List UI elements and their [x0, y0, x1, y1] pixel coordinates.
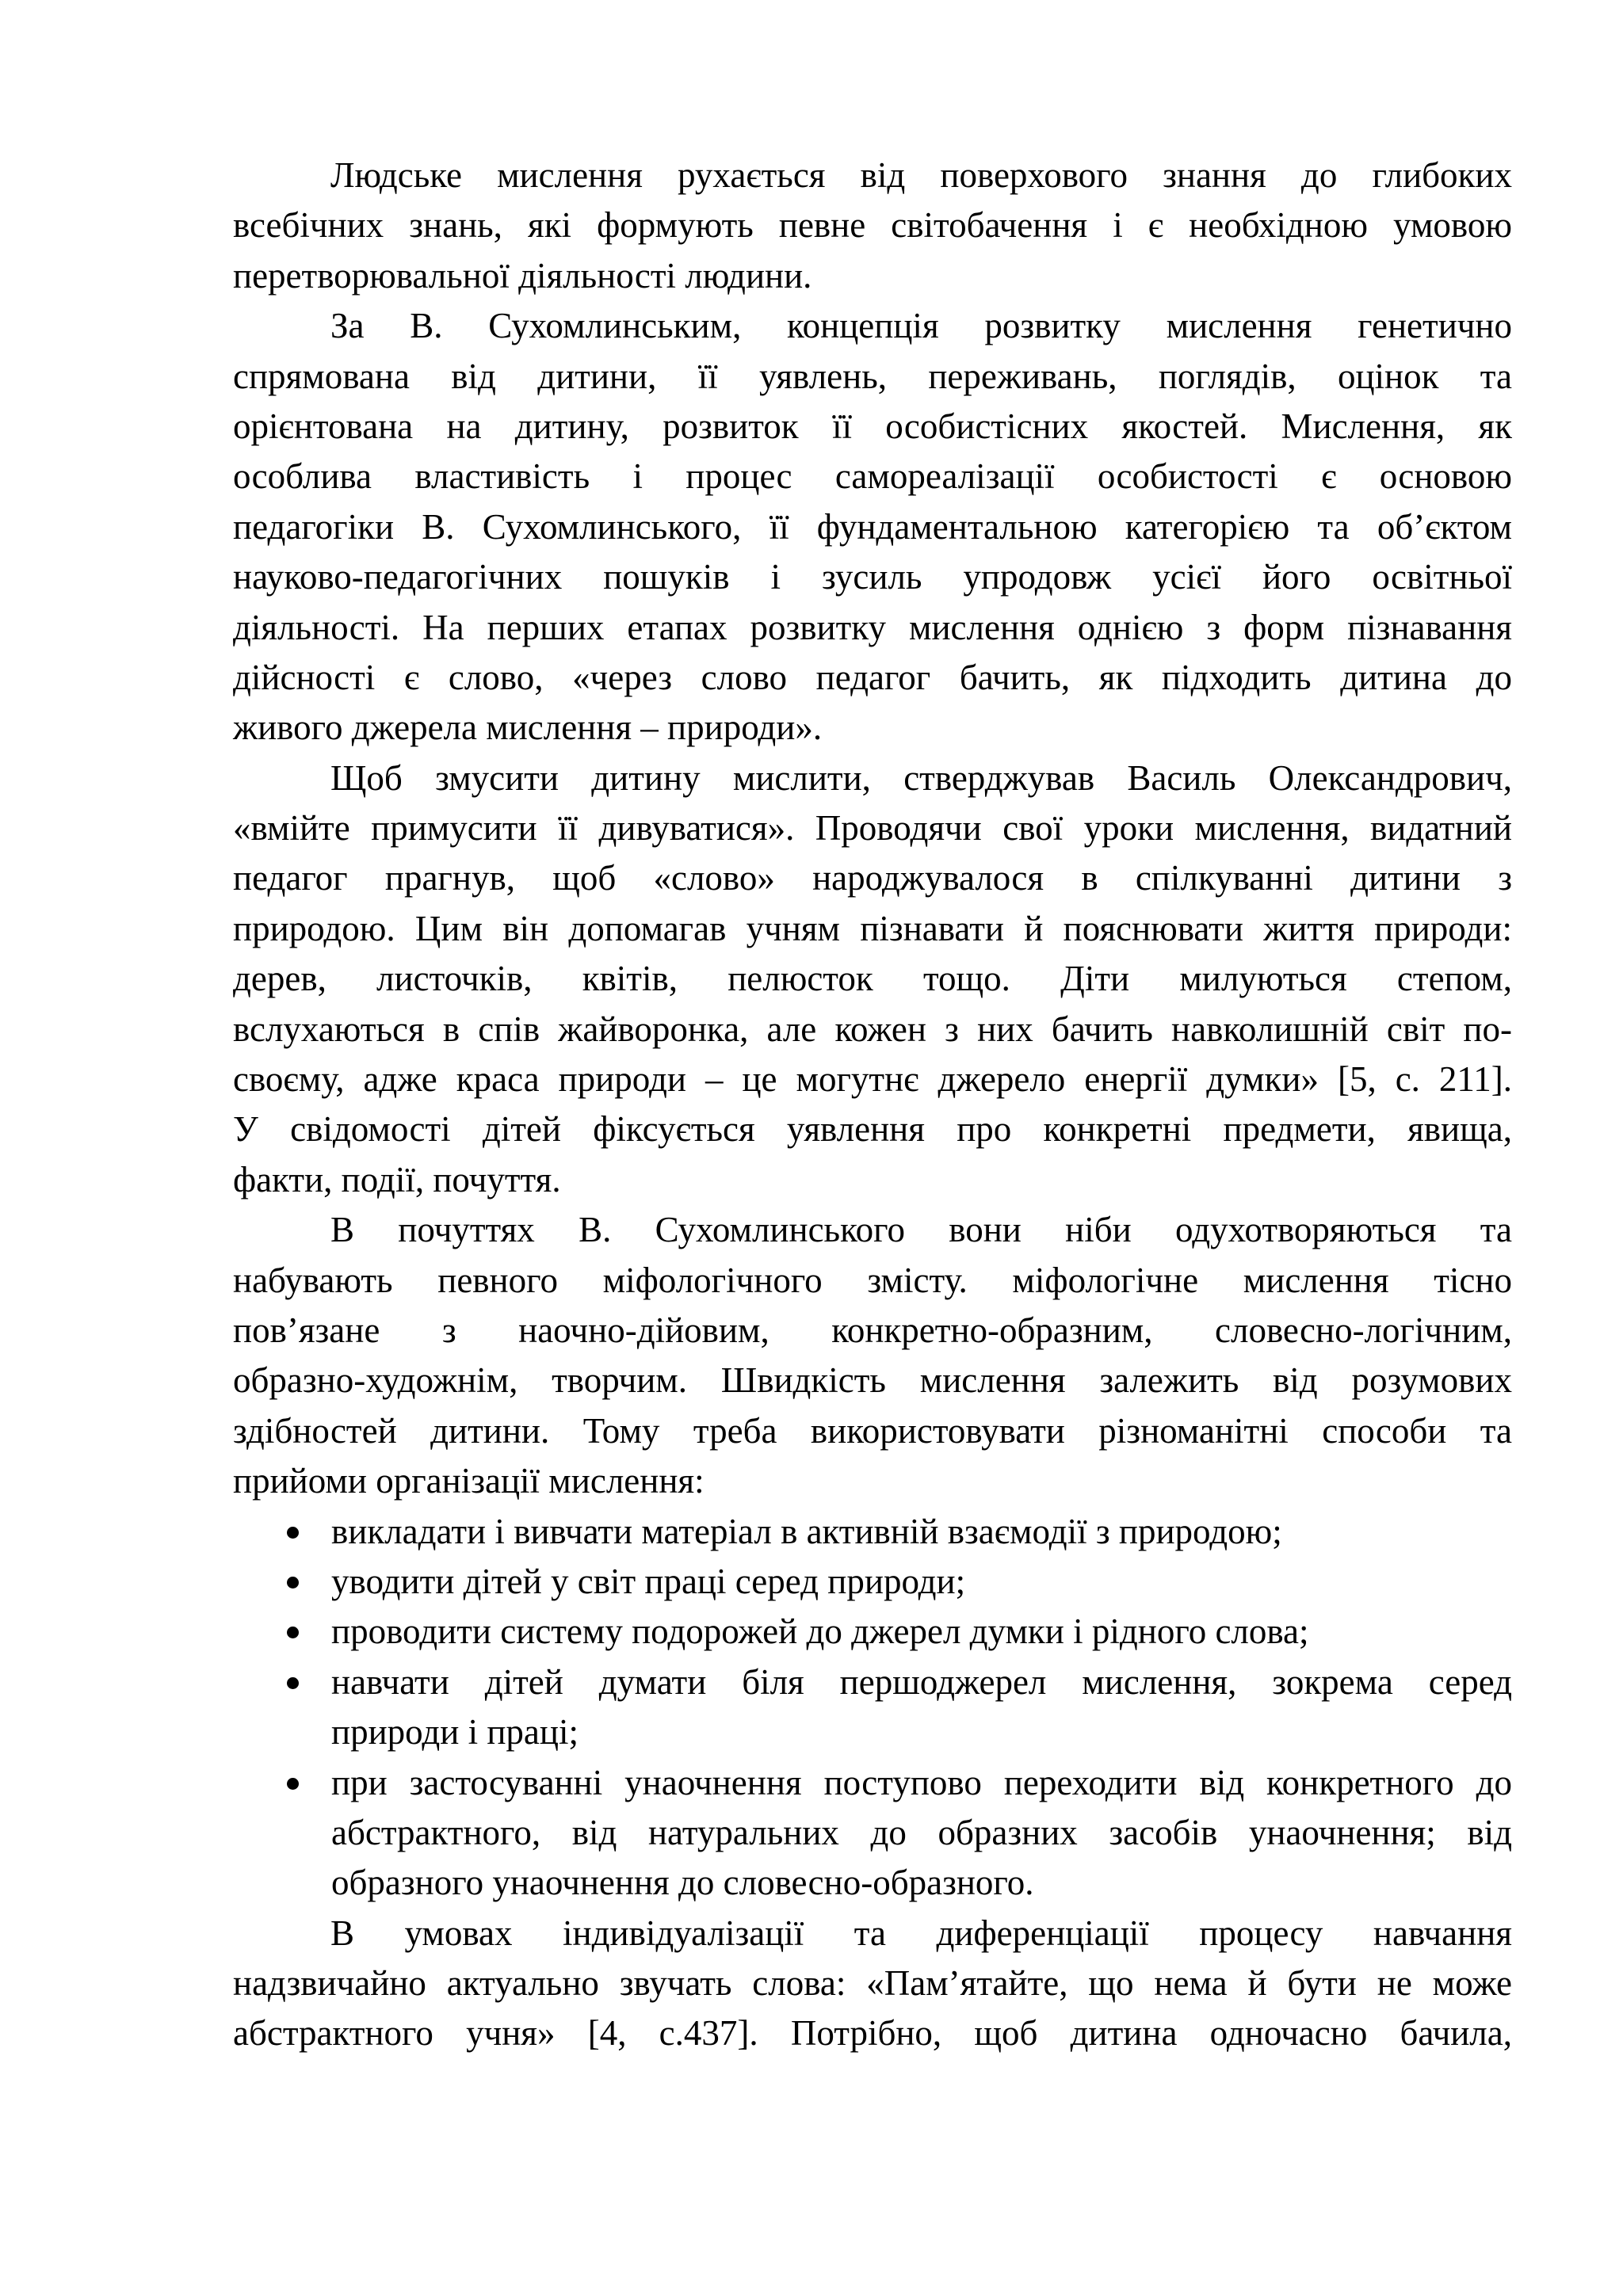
text-line: перетворювальної діяльності людини. — [233, 255, 812, 296]
bullet-icon — [287, 1677, 299, 1689]
list-item — [233, 1657, 1512, 1758]
list-item — [233, 1557, 1512, 1607]
text-line: дійсності є слово, «через слово педагог бачить, як підходить дитина до — [233, 657, 1512, 697]
bullet-icon — [287, 1627, 299, 1638]
text-line: В почуттях В. Сухомлинського вони ніби одухотворяються та — [330, 1210, 1512, 1250]
text-line: Щоб змусити дитину мислити, стверджував Василь Олександрович, — [330, 757, 1512, 798]
text-line: педагогіки В. Сухомлинського, її фундаментальною категорією та об’єктом — [233, 506, 1512, 547]
text-line: здібностей дитини. Тому треба використовувати різноманітні способи та — [233, 1410, 1512, 1451]
list-item-text: викладати і вивчати матеріал в активній взаємодії з природою; — [233, 1507, 1512, 1557]
text-line: спрямована від дитини, її уявлень, переживань, поглядів, оцінок та — [233, 356, 1512, 396]
paragraph-1 — [233, 151, 1512, 301]
text-line: особлива властивість і процес самореалізації особистості є основою — [233, 456, 1512, 497]
list-item-text: абстрактного, від натуральних до образних засобів унаочнення; від — [331, 1812, 1512, 1852]
text-line: образно-художнім, творчим. Швидкість мислення залежить від розумових — [233, 1360, 1512, 1401]
text-line: прийоми організації мислення: — [233, 1461, 705, 1501]
text-line: педагог прагнув, щоб «слово» народжувалося в спілкуванні дитини з — [233, 858, 1512, 898]
bullet-icon — [287, 1527, 299, 1539]
text-line: дерев, листочків, квітів, пелюсток тощо. Діти милуються степом, — [233, 959, 1512, 999]
text-line: надзвичайно актуально звучать слова: «Пам’ятайте, що нема й бути не може — [233, 1963, 1512, 2004]
list-item — [233, 1607, 1512, 1657]
text-line: набувають певного міфологічного змісту. міфологічне мислення тісно — [233, 1260, 1512, 1300]
text-line: абстрактного учня» [4, с.437]. Потрібно, щоб дитина одночасно бачила, — [233, 2013, 1512, 2054]
text-line: За В. Сухомлинським, концепція розвитку мислення генетично — [330, 306, 1512, 346]
bullet-icon — [287, 1778, 299, 1790]
list-item-text: уводити дітей у світ праці серед природи; — [233, 1557, 1512, 1607]
list-item-text: образного унаочнення до словесно-образного. — [331, 1863, 1034, 1903]
text-line: пов’язане з наочно-дійовим, конкретно-образним, словесно-логічним, — [233, 1310, 1512, 1350]
bullet-list — [233, 1507, 1512, 1909]
paragraph-2 — [233, 301, 1512, 753]
text-line: орієнтована на дитину, розвиток її особистісних якостей. Мислення, як — [233, 406, 1512, 446]
text-line: природою. Цим він допомагав учням пізнавати й пояснювати життя природи: — [233, 908, 1512, 948]
list-item-text: при застосуванні унаочнення поступово переходити від конкретного до — [233, 1758, 1512, 1808]
paragraph-5 — [233, 1909, 1512, 2059]
list-item-text: проводити систему подорожей до джерел думки і рідного слова; — [233, 1607, 1512, 1657]
bullet-icon — [287, 1577, 299, 1589]
text-line: факти, події, почуття. — [233, 1159, 561, 1199]
paragraph-4 — [233, 1205, 1512, 1506]
text-line: діяльності. На перших етапах розвитку мислення однією з форм пізнавання — [233, 607, 1512, 647]
text-line: Людське мислення рухається від поверхового знання до глибоких — [330, 155, 1512, 195]
list-item — [233, 1758, 1512, 1909]
list-item-text: природи і праці; — [331, 1712, 579, 1753]
list-item — [233, 1507, 1512, 1557]
text-line: «вмійте примусити її дивуватися». Проводячи свої уроки мислення, видатний — [233, 808, 1512, 849]
text-line: В умовах індивідуалізації та диференціації процесу навчання — [330, 1913, 1512, 1953]
paragraph-3 — [233, 753, 1512, 1206]
list-item-text: навчати дітей думати біля першоджерел мислення, зокрема серед — [233, 1657, 1512, 1707]
text-line: живого джерела мислення – природи». — [233, 707, 823, 748]
text-line: вслухаються в спів жайворонка, але кожен з них бачить навколишній світ по- — [233, 1009, 1512, 1049]
text-line: своєму, адже краса природи – це могутнє джерело енергії думки» [5, с. 211]. — [233, 1059, 1512, 1100]
text-line: У свідомості дітей фіксується уявлення про конкретні предмети, явища, — [233, 1109, 1512, 1150]
text-line: науково-педагогічних пошуків і зусиль упродовж усієї його освітньої — [233, 557, 1512, 597]
document-page — [233, 151, 1512, 2059]
text-line: всебічних знань, які формують певне світобачення і є необхідною умовою — [233, 205, 1512, 246]
